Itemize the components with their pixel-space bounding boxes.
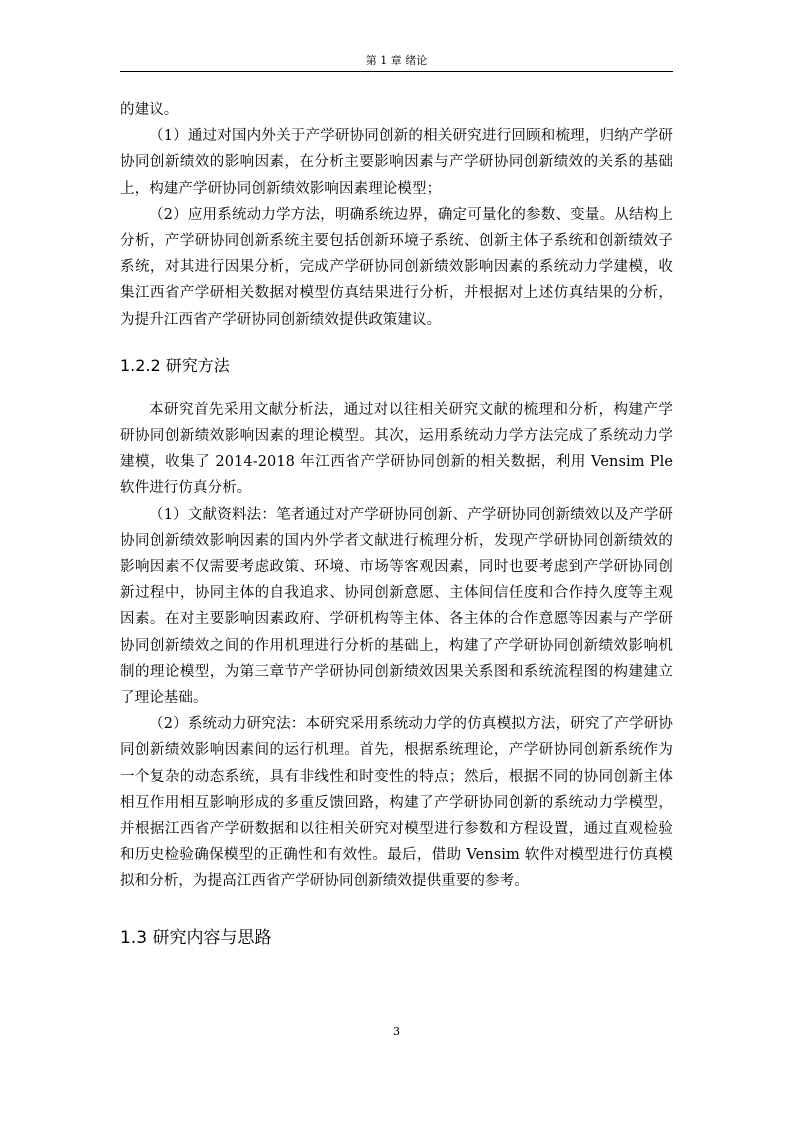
paragraph-system-dynamics-method: （2）系统动力研究法：本研究采用系统动力学的仿真模拟方法，研究了产学研协同创新绩效影响因素间的运行机理。首先，根据系统理论，产学研协同创新系统作为一个复杂的动态系统，具有非线性和时变性的特点；然后，根据不同的协同创新主体相互作用相互影响形成的多重反馈回路，构建了产学研协同创新的系统动力学模型，并根据江西省产学研数据和以往相关研究对模型进行参数和方程设置，通过直观检验和历史检验确保模型的正确性和有效性。最后，借助 Vensim 软件对模型进行仿真模拟和分析，为提高江西省产学研协同创新绩效提供重要的参考。 bbox=[120, 716, 673, 890]
page-number: 3 bbox=[393, 1025, 400, 1038]
paragraph-research-content-1: （1）通过对国内外关于产学研协同创新的相关研究进行回顾和梳理，归纳产学研协同创新绩效的影响因素，在分析主要影响因素与产学研协同创新绩效的关系的基础上，构建产学研协同创新绩效影响因素理论模型； bbox=[120, 128, 673, 197]
page-body bbox=[120, 97, 673, 951]
paragraph-research-content-2: （2）应用系统动力学方法，明确系统边界，确定可量化的参数、变量。从结构上分析，产学研协同创新系统主要包括创新环境子系统、创新主体子系统和创新绩效子系统，对其进行因果分析，完成产学研协同创新绩效影响因素的系统动力学建模，收集江西省产学研相关数据对模型仿真结果进行分析，并根据对上述仿真结果的分析，为提升江西省产学研协同创新绩效提供政策建议。 bbox=[120, 206, 673, 328]
paragraph-literature-method: （1）文献资料法：笔者通过对产学研协同创新、产学研协同创新绩效以及产学研协同创新绩效影响因素的国内外学者文献进行梳理分析，发现产学研协同创新绩效的影响因素不仅需要考虑政策、环境、市场等客观因素，同时也要考虑到产学研协同创新过程中，协同主体的自我追求、协同创新意愿、主体间信任度和合作持久度等主观因素。在对主要影响因素政府、学研机构等主体、各主体的合作意愿等因素与产学研协同创新绩效之间的作用机理进行分析的基础上，构建了产学研协同创新绩效影响机制的理论模型，为第三章节产学研协同创新绩效因果关系图和系统流程图的构建建立了理论基础。 bbox=[120, 506, 673, 707]
running-header-title: 第 1 章 绪论 bbox=[365, 54, 428, 67]
paragraph-methods-intro: 本研究首先采用文献分析法，通过对以往相关研究文献的梳理和分析，构建产学研协同创新绩效影响因素的理论模型。其次，运用系统动力学方法完成了系统动力学建模，收集了 2014-2018 年江西省产学研协同创新的相关数据，利用 Vensim Ple 软件进行仿真分析。 bbox=[120, 401, 673, 497]
section-heading-1-2-2: 1.2.2 研究方法 bbox=[120, 355, 230, 375]
section-heading-1-3: 1.3 研究内容与思路 bbox=[120, 927, 272, 948]
paragraph-continued: 的建议。 bbox=[120, 102, 179, 118]
running-header bbox=[120, 53, 673, 72]
